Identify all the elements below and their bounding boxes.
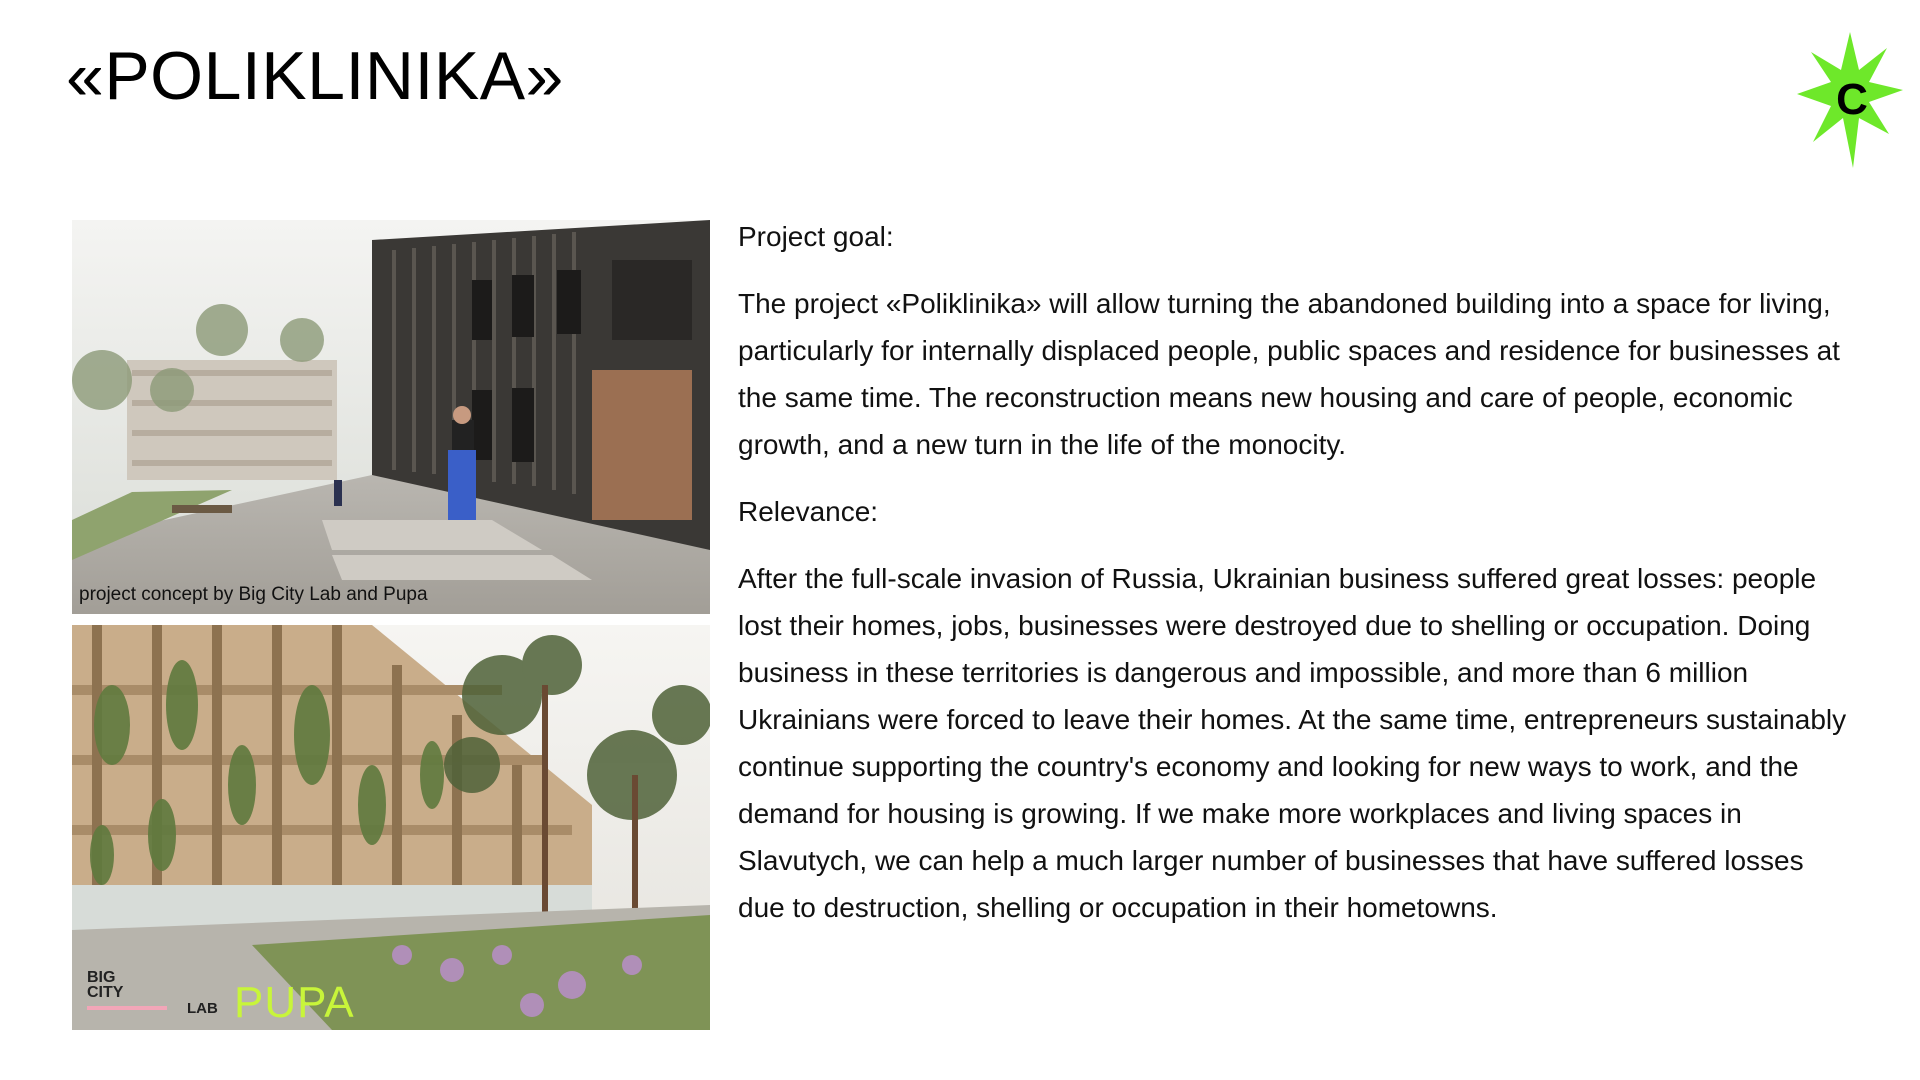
relevance-heading: Relevance: <box>738 496 879 527</box>
render-image-building <box>72 625 710 1030</box>
pupa-logo: PUPA <box>234 978 355 1027</box>
goal-heading: Project goal: <box>738 221 894 252</box>
slide-title: «POLIKLINIKA» <box>66 38 564 114</box>
star-badge-icon <box>1795 30 1905 170</box>
render-image-courtyard <box>72 220 710 614</box>
slide-content <box>738 213 1848 951</box>
relevance-text: After the full-scale invasion of Russia, Ukrainian business suffered great losses: people lost their homes, jobs, businesses were destroyed due to shelling or occupation. Doing business in these territories is dangerous and impossible, and more than 6 million Ukrainians were forced to leave their homes. At the same time, entrepreneurs sustainably continue supporting the country's economy and looking for new ways to work, and the demand for housing is growing. If we make more workplaces and living spaces in Slavutych, we can help a much larger number of businesses that have suffered losses due to destruction, shelling or occupation in their hometowns. <box>738 563 1847 923</box>
courtyard-render-icon <box>72 220 710 614</box>
badge-letter: C <box>1836 75 1868 124</box>
big-city-lab-logo: BIG CITY LAB <box>87 969 218 1017</box>
goal-text: The project «Poliklinika» will allow turning the abandoned building into a space for living, particularly for internally displaced people, public spaces and residence for businesses at the same time. The reconstruction means new housing and care of people, economic growth, and a new turn in the life of the monocity. <box>738 288 1840 460</box>
image-caption: project concept by Big City Lab and Pupa <box>79 584 428 605</box>
